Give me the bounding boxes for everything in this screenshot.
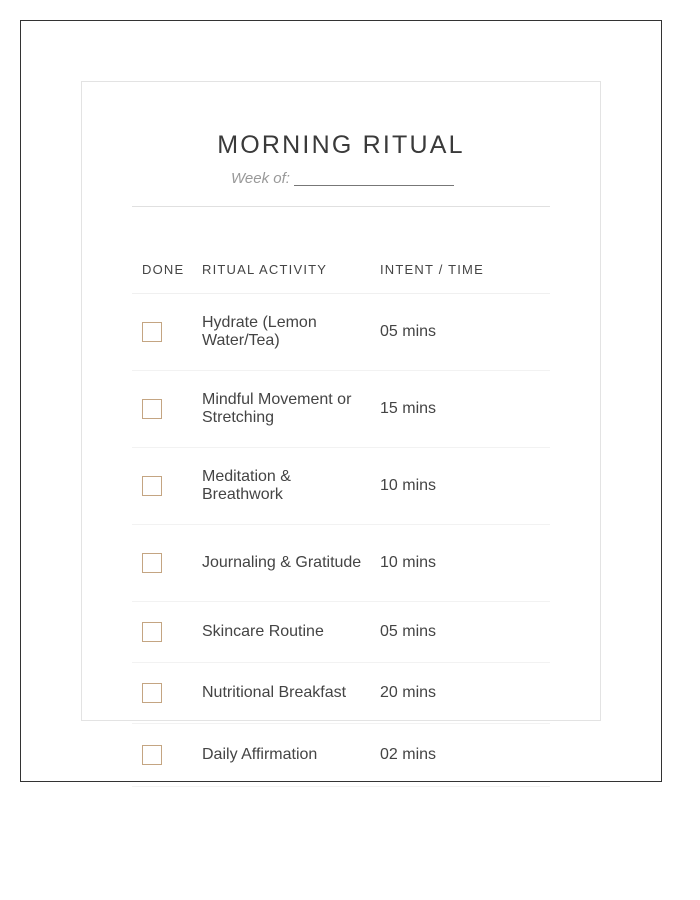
done-checkbox[interactable] <box>142 745 162 765</box>
header-done: DONE <box>142 262 185 277</box>
week-of-field <box>231 170 454 187</box>
time-cell: 15 mins <box>380 400 437 417</box>
time-cell: 10 mins <box>380 477 437 494</box>
table-row <box>132 525 550 602</box>
activity-cell: Skincare Routine <box>202 623 324 640</box>
page-title: MORNING RITUAL <box>217 131 465 159</box>
done-checkbox[interactable] <box>142 622 162 642</box>
activity-cell: Mindful Movement or Stretching <box>202 391 352 426</box>
table-header <box>132 246 550 294</box>
done-checkbox[interactable] <box>142 399 162 419</box>
week-of-label: Week of: <box>231 170 290 187</box>
activity-cell: Nutritional Breakfast <box>202 684 347 701</box>
header-time: INTENT / TIME <box>380 262 484 277</box>
activity-cell: Journaling & Gratitude <box>202 554 362 571</box>
done-checkbox[interactable] <box>142 683 162 703</box>
time-cell: 02 mins <box>380 746 437 763</box>
time-cell: 05 mins <box>380 623 437 640</box>
header-activity: RITUAL ACTIVITY <box>202 261 328 277</box>
activity-cell: Hydrate (Lemon Water/Tea) <box>202 314 317 349</box>
time-cell: 20 mins <box>380 684 437 701</box>
activity-cell: Daily Affirmation <box>202 746 318 763</box>
done-checkbox[interactable] <box>142 476 162 496</box>
activity-cell: Meditation & Breathwork <box>202 468 291 503</box>
time-cell: 05 mins <box>380 323 437 340</box>
table-row <box>132 602 550 663</box>
table-row <box>132 294 550 371</box>
done-checkbox[interactable] <box>142 553 162 573</box>
ritual-table <box>132 246 550 787</box>
title-divider <box>132 206 550 207</box>
table-row <box>132 663 550 724</box>
table-row <box>132 724 550 787</box>
table-row <box>132 371 550 448</box>
done-checkbox[interactable] <box>142 322 162 342</box>
week-of-input-line[interactable] <box>294 171 454 186</box>
table-row <box>132 448 550 525</box>
time-cell: 10 mins <box>380 554 437 571</box>
